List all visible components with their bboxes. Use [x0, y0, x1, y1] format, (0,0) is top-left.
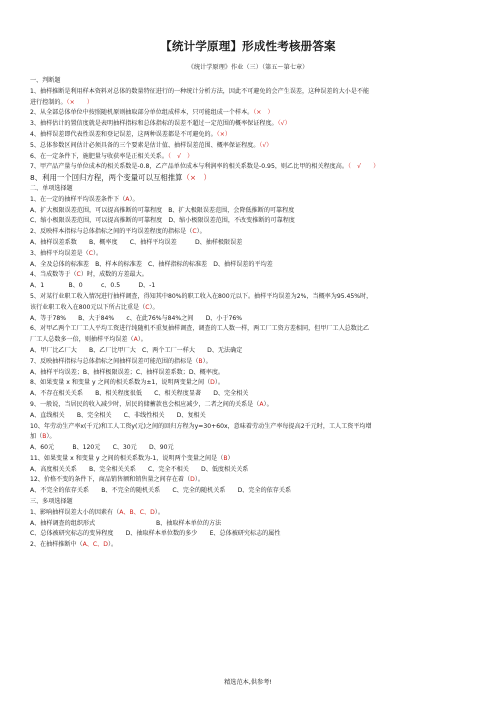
- answer-mark: （√）: [259, 141, 273, 149]
- question-m1: 1、影响抽样误差大小的因素有（A、B、C、D）。: [30, 508, 164, 516]
- option-line: A、抽样误差系数 B、概率度 C、抽样平均误差 D、抽样极限误差: [30, 238, 243, 246]
- section-heading-judgment: 一、判断题: [30, 77, 61, 84]
- option-line: A、1 B、0 c、0.5 D、-1: [30, 282, 156, 290]
- option-line: A、全及总体的标准差 B、样本的标准差 C、抽样指标的标准差 D、抽样误差的平均差: [30, 260, 273, 268]
- question-s8: 8、如果变量 x 和变量 y 之间的相关系数为±1，说明两变量之间（D）。: [30, 379, 225, 387]
- option-line: A、高度相关关系 B、完全相关关系 C、完全不相关 D、低度相关关系: [30, 465, 249, 473]
- answer-mark: A、B、C、D: [119, 508, 155, 516]
- question-s11: 11、如果变量 x 和变量 y 之间的相关系数为-1，说明两个变量之间是（B）: [30, 454, 234, 462]
- option-line: A、抽样调查的组织形式 B、抽取样本单位的方法: [30, 519, 222, 527]
- question-s7: 7、反映抽样指标与总体指标之间抽样误差可能范围的指标是（B）。: [30, 357, 212, 365]
- option-line: A、抽样平均误差；B、抽样极限误差；C、抽样误差系数；D、概率度。: [30, 368, 225, 376]
- option-line: A、不完全的依存关系 B、不完全的随机关系 C、完全的随机关系 D、完全的依存关系: [30, 487, 292, 495]
- question-j2: 2、从全部总体单位中按照随机原则抽取部分单位组成样本，只可能组成一个样本。（× ）: [30, 109, 274, 117]
- answer-mark: C: [76, 271, 81, 279]
- answer-mark: （ √ ）: [347, 163, 380, 171]
- plus-minus-value: ±1: [146, 379, 156, 387]
- option-line: A、不存在相关关系 B、相关程度很低 C、相关程度显著 D、完全相关: [30, 390, 249, 398]
- question-s10: 10、年劳动生产率x(千元)和工人工资y(元)之间的回归方程为y=30+60x，意味着劳动生产率每提高2千元时，工人工资平均增: [30, 422, 372, 430]
- answer-mark: B: [198, 357, 203, 365]
- question-s10-cont: 加（B）。: [30, 433, 56, 441]
- question-s3: 3、抽样平均误差是（C）。: [30, 249, 103, 257]
- question-j3: 3、抽样估计的置信度就是表明抽样指标和总体指标的误差不超过一定范围的概率保证程度。（√）: [30, 120, 291, 128]
- question-j8: 8、利用一个回归方程，两个变量可以互相推算（× ）: [30, 173, 211, 183]
- question-s5: 5、对某行业职工收入情况进行抽样调查，得知其中80%的职工收入在800元以下。抽样平均误差为2%，当概率为95.45%时，: [30, 292, 373, 300]
- question-s5-cont: 该行业职工收入在800元以下所占比重是（C）。: [30, 303, 159, 311]
- answer-mark: D: [210, 379, 215, 387]
- answer-mark: D: [190, 476, 195, 484]
- question-j1: 1、抽样推断是利用样本资料对总体的数量特征进行的一种统计分析方法，因此不可避免的会产生误差，这种误差的大小是不能: [30, 87, 370, 95]
- option-line: A、直线相关 B、完全相关 C、非线性相关 D、复相关: [30, 411, 206, 419]
- answer-mark: A、C、D: [82, 541, 108, 549]
- question-j4: 4、抽样误差即代表性误差和登记误差，这两种误差都是不可避免的。（×）: [30, 130, 231, 138]
- document-body: [30, 76, 476, 551]
- answer-mark: C: [192, 228, 197, 236]
- question-j1-cont: 进行控制的。（× ）: [30, 98, 93, 106]
- page-subtitle: 《统计学原理》作业（三）（第五～第七章）: [187, 64, 309, 71]
- answer-mark: （× ）: [182, 173, 211, 183]
- option-line: A、60元 B、120元 C、30元 D、90元: [30, 444, 174, 452]
- option-line: A、等于78% B、大于84% c、在此76%与84%之间 D、小于76%: [30, 314, 243, 322]
- answer-mark: （× ）: [253, 109, 274, 117]
- section-heading-multiple-choice: 三、多项选择题: [30, 498, 73, 506]
- page-title: 【统计学原理】形成性考核册答案: [160, 39, 336, 53]
- question-s6: 6、对甲乙两个工厂工人平均工资进行纯随机不重复抽样调查，调查的工人数一样，两工厂工资方差相同，但甲厂工人总数比乙: [30, 325, 370, 333]
- question-s6-cont: 厂工人总数多一倍，则抽样平均误差（A）。: [30, 336, 147, 344]
- question-j7: 7、甲产品产量与单位成本的相关系数是-0.8，乙产品单位成本与利润率的相关系数是-0.95，则乙比甲的相关程度高。（ √ ）: [30, 163, 380, 171]
- answer-mark: （×）: [216, 130, 231, 138]
- answer-mark: B: [223, 454, 228, 462]
- question-s1: 1、在一定的抽样平均误差条件下（A）。: [30, 195, 139, 203]
- option-line: C、缩小极限误差范围，可以提高推断的可靠程度 D、缩小极限误差范围，不改变推断的可靠程度: [30, 217, 295, 225]
- answer-mark: A: [259, 400, 264, 408]
- section-heading-single-choice: 二、单项选择题: [30, 184, 73, 192]
- question-j5: 5、总体参数区间估计必须具备的三个要素是估计值、抽样误差范围、概率保证程度。（√）: [30, 141, 273, 149]
- question-j6: 6、在一定条件下，施肥量与收获率是正相关关系。（ √ ）: [30, 152, 194, 160]
- option-line: A、甲厂比乙厂大 B、乙厂比甲厂大 C、两个工厂一样大 D、无法确定: [30, 346, 243, 354]
- answer-mark: C: [88, 249, 93, 257]
- answer-mark: （ √ ）: [167, 152, 194, 160]
- answer-mark: （× ）: [66, 98, 93, 106]
- option-line: A、扩大极限误差范围，可以提高推断的可靠程度 B、扩大极限误差范围，会降低推断的可靠程度: [30, 206, 295, 214]
- answer-mark: C: [145, 303, 150, 311]
- question-m2: 2、在抽样推断中（A、C、D）。: [30, 541, 118, 549]
- question-s4: 4、当成数等于（C）时，成数的方差最大。: [30, 271, 148, 279]
- question-s2: 2、反映样本指标与总体指标之间的平均误差程度的指标是（C）。: [30, 228, 206, 236]
- answer-mark: A: [125, 195, 130, 203]
- answer-mark: B: [42, 433, 47, 441]
- option-line: C、总体被研究标志的变异程度 D、抽取样本单位数的多少 E、总体被研究标志的属性: [30, 530, 281, 538]
- answer-mark: （√）: [277, 120, 291, 128]
- question-s9: 9、一般说，当居民的收入减少时，居民的储蓄款也会相应减少，二者之间的关系是（A）。: [30, 400, 273, 408]
- answer-mark: A: [133, 336, 138, 344]
- page-footer: 精选范本,供参考!: [224, 679, 272, 686]
- question-s12: 12、价格不变的条件下，商品销售额和销售量之间存在着（D）。: [30, 476, 204, 484]
